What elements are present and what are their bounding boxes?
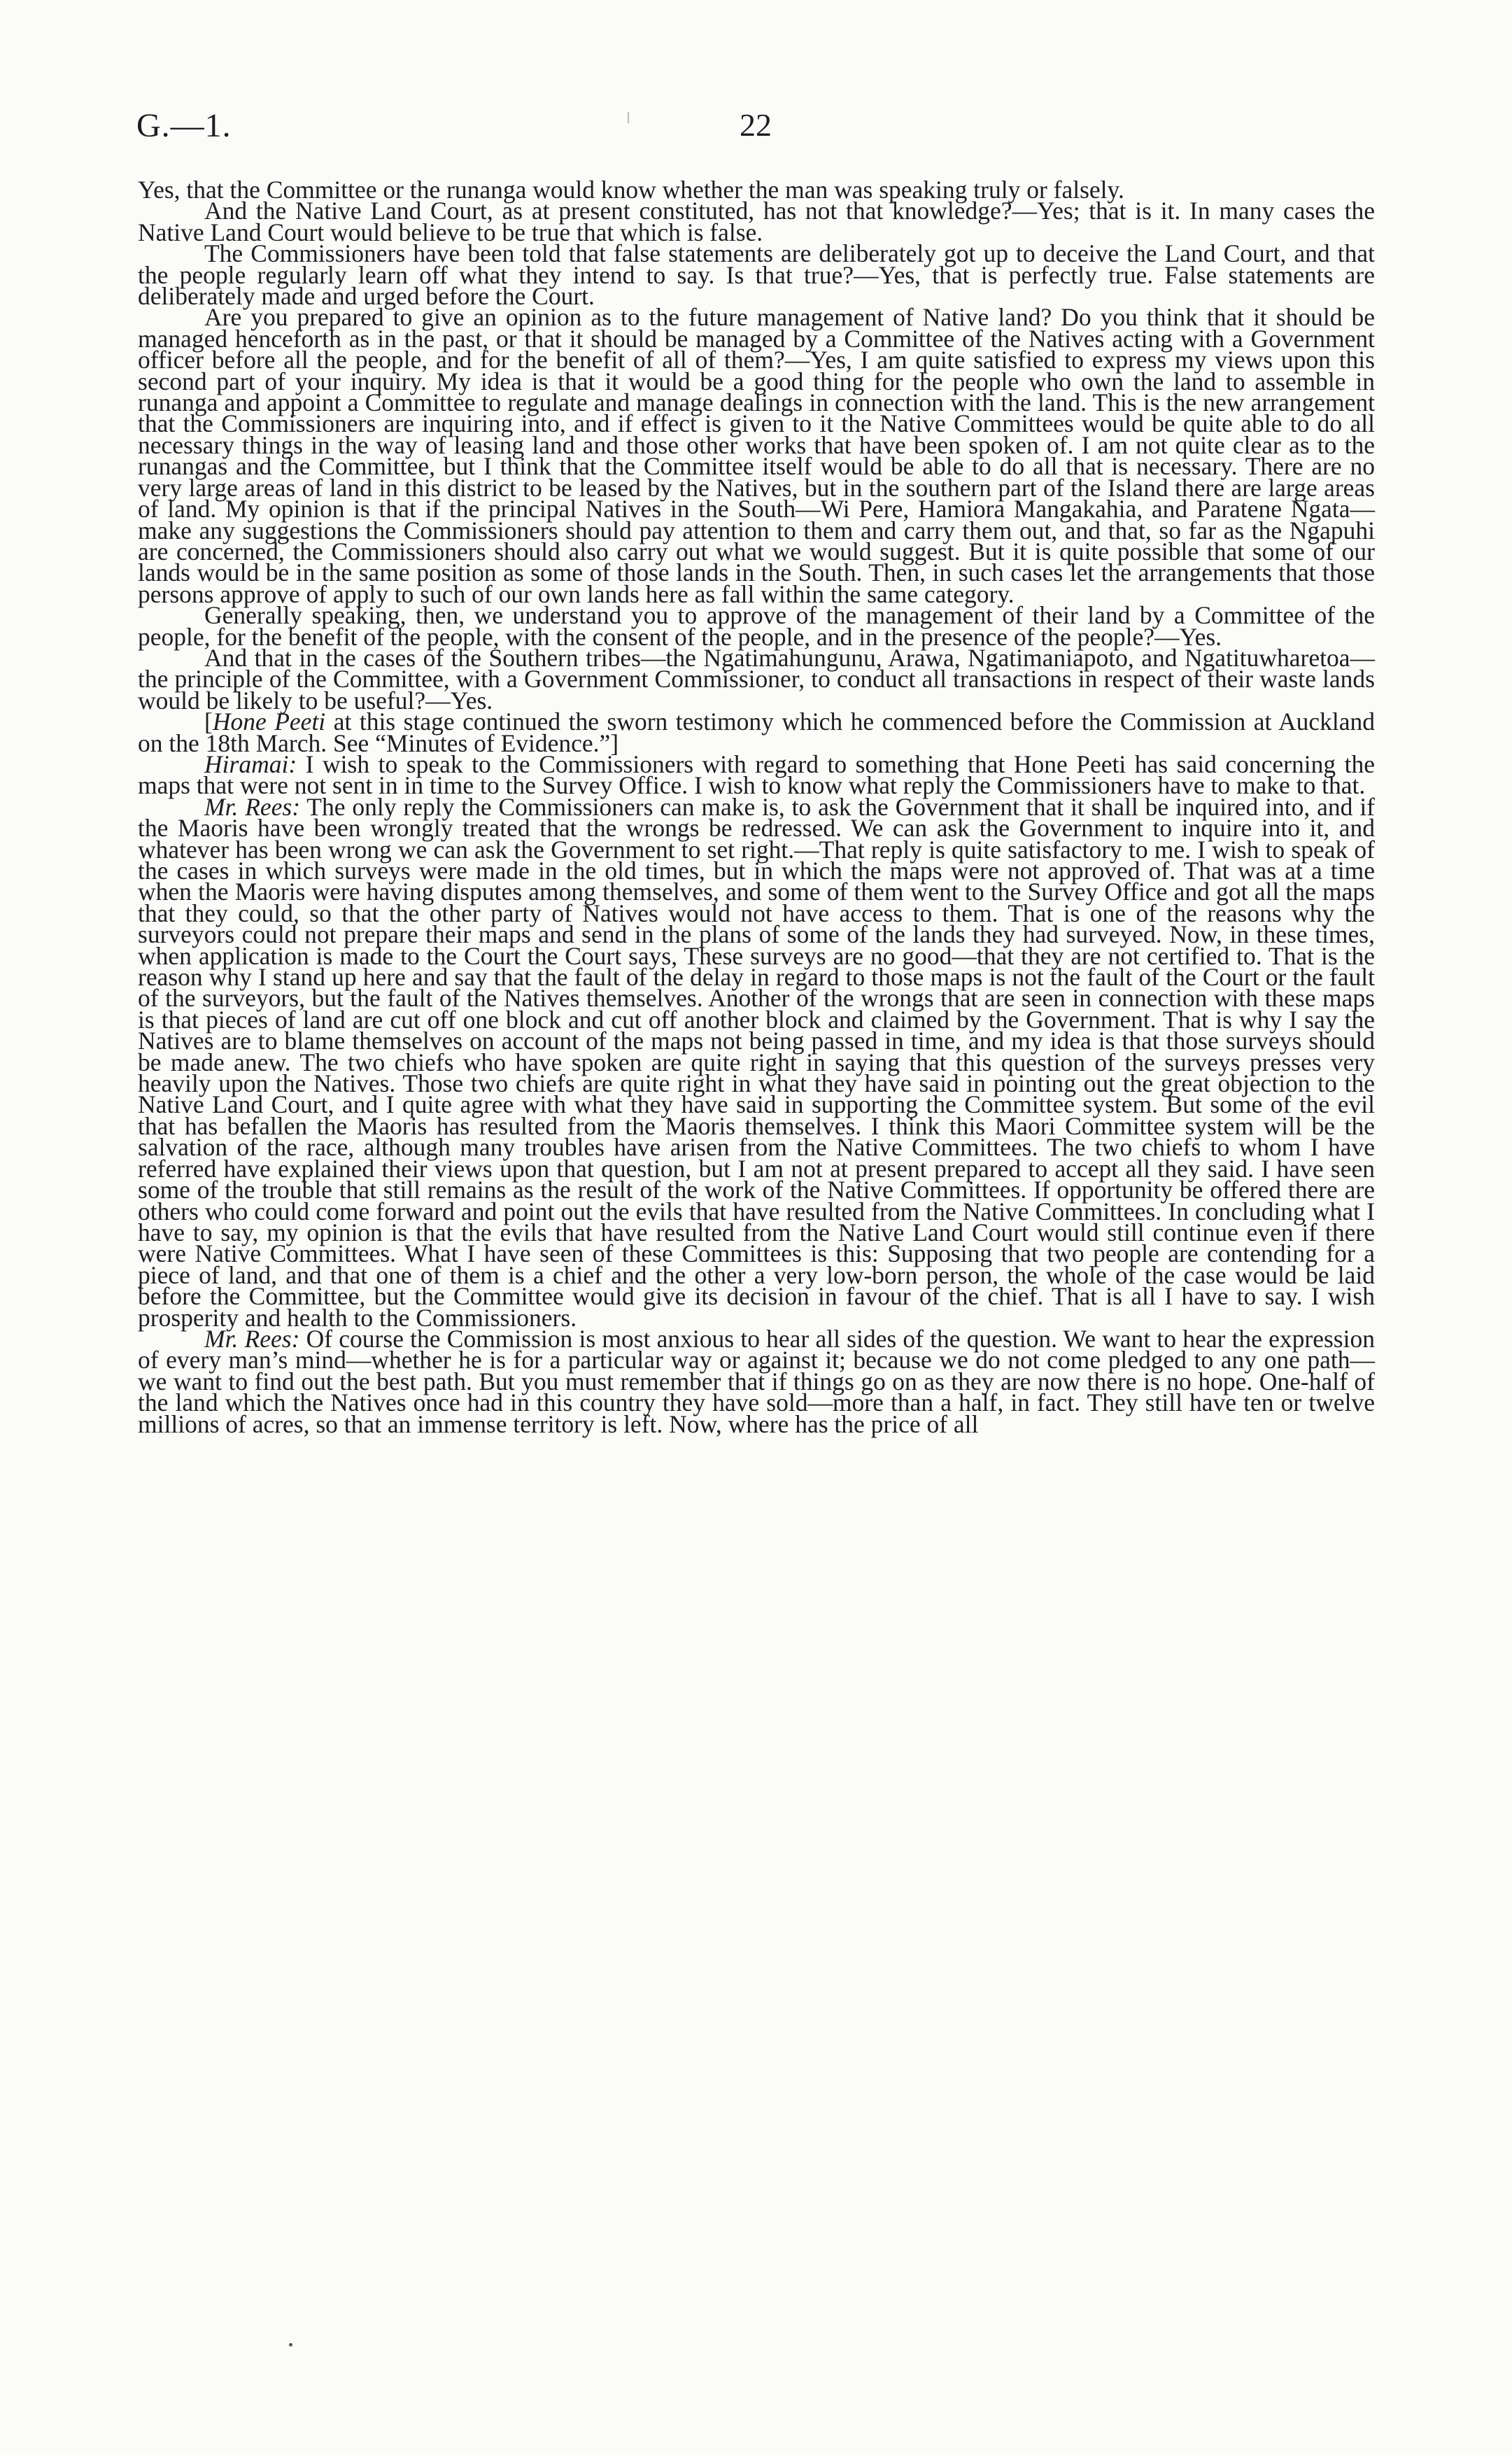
page-number: 22 [740, 107, 772, 143]
paragraph: Yes, that the Committee or the runanga would know whether the man was speaking truly or falsely. [138, 176, 1124, 204]
paragraph: The Commissioners have been told that false statements are deliberately got up to deceive the Land Court, and that the people regularly learn off what they intend to say. Is that true?—Yes, that is perfectly true. False statements are deliberately made and urged before the Court. [138, 239, 1375, 311]
paragraph: And that in the cases of the Southern tribes—the Ngatimahungunu, Arawa, Ngatimaniapoto, and Ngatituwharetoa—the principle of the Committee, with a Government Commissioner, to conduct all transactions in respect of their waste lands would be likely to be useful?—Yes. [138, 643, 1375, 715]
paragraph: Are you prepared to give an opinion as to the future management of Native land? Do you think that it should be managed henceforth as in the past, or that it should be managed by a Committee of the Natives acting with a Government officer before all the people, and for the benefit of all of them?—Yes, I am quite satisfied to express my views upon this second part of your inquiry. My idea is that it would be a good thing for the people who own the land to assemble in runanga and appoint a Committee to regulate and manage dealings in connection with the land. This is the new arrangement that the Commissioners are inquiring into, and if effect is given to it the Native Committees would be quite able to do all necessary things in the way of leasing land and those other works that have been spoken of. I am not quite clear as to the runangas and the Committee, but I think that the Committee itself would be able to do all that is necessary. There are no very large areas of land in this district to be leased by the Natives, but in the southern part of the Island there are large areas of land. My opinion is that if the principal Natives in the South—Wi Pere, Hamiora Mangakahia, and Paratene Ngata—make any suggestions the Commissioners should pay attention to them and carry them out, and that, so far as the Ngapuhi are concerned, the Commissioners should also carry out what we would suggest. But it is quite possible that some of our lands would be in the same position as some of those lands in the South. Then, in such cases let the arrangements that those persons approve of apply to such of our own lands here as fall within the same category. [138, 303, 1375, 608]
paragraph-speech: Mr. Rees: Of course the Commission is most anxious to hear all sides of the question. We want to hear the expression of every man’s mind—whether he is for a particular way or against it; because we do not come pledged to any one path—we want to find out the best path. But you must remember that if things go on as they are now there is no hope. One-half of the land which the Natives once had in this country they have sold—more than a half, in fact. They still have ten or twelve millions of acres, so that an immense territory is left. Now, where has the price of all [138, 1324, 1375, 1438]
body-text [138, 176, 1375, 1438]
speaker-name: Hone Peeti [212, 708, 326, 736]
scan-mark [628, 112, 629, 123]
document-code: G.—1. [136, 107, 232, 144]
page-header [136, 106, 1375, 155]
ink-speck [289, 2343, 292, 2347]
paragraph: And the Native Land Court, as at present constituted, has not that knowledge?—Yes; that is it. In many cases the Native Land Court would believe to be true that which is false. [138, 197, 1375, 246]
speaker-name: Mr. Rees: [204, 1324, 300, 1353]
speaker-name: Mr. Rees: [204, 792, 301, 821]
speaker-name: Hiramai: [204, 750, 297, 778]
paragraph-speech: Hiramai: I wish to speak to the Commissioners with regard to something that Hone Peeti has said concerning the maps that were not sent in in time to the Survey Office. I wish to know what reply the Commissioners have to make to that. [138, 750, 1375, 800]
paragraph-speech: Mr. Rees: The only reply the Commissioners can make is, to ask the Government that it shall be inquired into, and if the Maoris have been wrongly treated that the wrongs be redressed. We can ask the Government to inquire into it, and whatever has been wrong we can ask the Government to set right.—That reply is quite satisfactory to me. I wish to speak of the cases in which surveys were made in the old times, but in which the maps were not approved of. That was at a time when the Maoris were having disputes among themselves, and some of them went to the Survey Office and got all the maps that they could, so that the other party of Natives would not have access to them. That is one of the reasons why the surveyors could not prepare their maps and send in the plans of some of the lands they had surveyed. Now, in these times, when application is made to the Court the Court says, These surveys are no good—that they are not certified to. That is the reason why I stand up here and say that the fault of the delay in regard to those maps is not the fault of the Court or the fault of the surveyors, but the fault of the Natives themselves. Another of the wrongs that are seen in connection with these maps is that pieces of land are cut off one block and cut off another block and claimed by the Government. That is why I say the Natives are to blame themselves on account of the maps not being passed in time, and my idea is that those surveys should be made anew. The two chiefs who have spoken are quite right in saying that this question of the surveys presses very heavily upon the Natives. Those two chiefs are quite right in what they have said in pointing out the great objection to the Native Land Court, and I quite agree with what they have said in supporting the Committee system. But some of the evil that has befallen the Maoris has resulted from the Maoris themselves. I think this Maori Committee system will be the salvation of the race, although many troubles have arisen from the Native Committees. The two chiefs to whom I have referred have explained their views upon that question, but I am not at present prepared to accept all they said. I have seen some of the trouble that still remains as the result of the work of the Native Committees. If opportunity be offered there are others who could come forward and point out the evils that have resulted from the Native Committees. In concluding what I have to say, my opinion is that the evils that have resulted from the Native Land Court would still continue even if there were Native Committees. What I have seen of these Committees is this: Supposing that two people are contending for a piece of land, and that one of them is a chief and the other a very low-born person, the whole of the case would be laid before the Committee, but the Committee would give its decision in favour of the chief. That is all I have to say. I wish prosperity and health to the Commissioners. [138, 792, 1375, 1332]
paragraph: Generally speaking, then, we understand you to approve of the management of their land by a Committee of the people, for the benefit of the people, with the consent of the people, and in the presence of the people?—Yes. [138, 601, 1375, 651]
paragraph-bracketed-note: [Hone Peeti at this stage continued the sworn testimony which he commenced before the Commission at Auckland on the 18th March. See “Minutes of Evidence.”] [138, 708, 1375, 757]
